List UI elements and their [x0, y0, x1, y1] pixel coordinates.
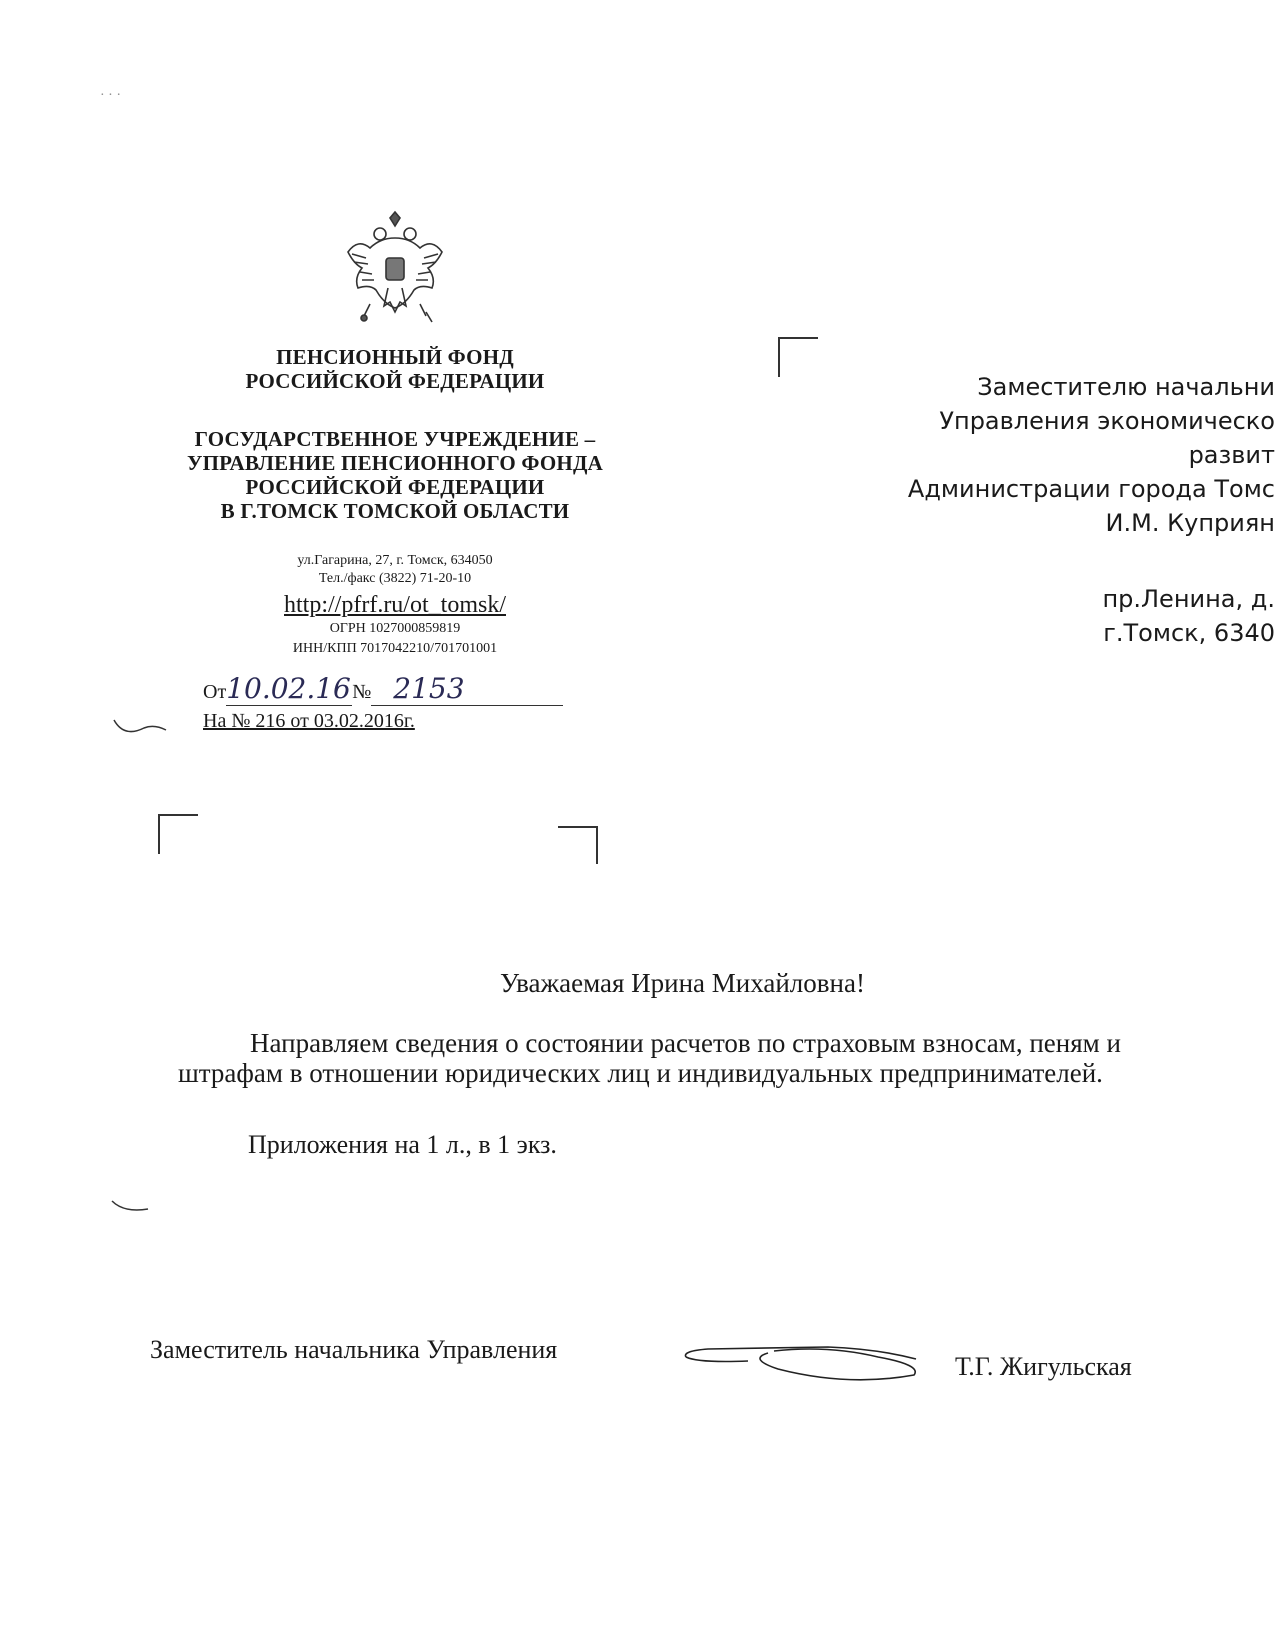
fund-name-line: ПЕНСИОННЫЙ ФОНД	[276, 345, 514, 369]
outgoing-registration	[203, 672, 563, 706]
org-inn-kpp: ИНН/КПП 7017042210/701701001	[292, 641, 498, 656]
org-website-link[interactable]: http://pfrf.ru/ot_tomsk/	[284, 592, 506, 618]
outgoing-number-field	[371, 672, 563, 706]
institution-name-line: В Г.ТОМСК ТОМСКОЙ ОБЛАСТИ	[220, 499, 570, 523]
outgoing-number: 2153	[393, 672, 465, 705]
signer-name: Т.Г. Жигульская	[955, 1352, 1132, 1381]
russian-coat-of-arms-icon	[340, 208, 450, 328]
scan-artifact: · · ·	[100, 88, 121, 103]
org-address: ул.Гагарина, 27, г. Томск, 634050	[297, 553, 493, 568]
margin-scribble	[110, 710, 170, 740]
body-paragraph-line: Направляем сведения о состоянии расчетов по страховым взносам, пеням и	[250, 1028, 1121, 1058]
recipient-line: Управления экономическо	[939, 407, 1275, 435]
recipient-line: развит	[1188, 441, 1275, 469]
institution-name-line: РОССИЙСКОЙ ФЕДЕРАЦИИ	[245, 475, 545, 499]
reply-to-reference: На № 216 от 03.02.2016г.	[203, 710, 415, 732]
handwritten-signature	[678, 1335, 928, 1395]
institution-name-line: ГОСУДАРСТВЕННОЕ УЧРЕЖДЕНИЕ –	[194, 427, 596, 451]
body-paragraph-line: штрафам в отношении юридических лиц и индивидуальных предпринимателей.	[178, 1058, 1103, 1088]
recipient-block	[795, 370, 1275, 540]
recipient-address	[795, 582, 1275, 650]
margin-scribble	[108, 1195, 158, 1219]
corner-mark	[558, 826, 598, 864]
recipient-address-line: г.Томск, 6340	[1103, 619, 1275, 647]
fund-name	[170, 345, 620, 393]
number-label: №	[352, 681, 372, 703]
corner-mark	[158, 814, 198, 854]
recipient-line: Администрации города Томс	[907, 475, 1275, 503]
fund-name-line: РОССИЙСКОЙ ФЕДЕРАЦИИ	[245, 369, 545, 393]
recipient-line: И.М. Куприян	[1105, 509, 1275, 537]
salutation: Уважаемая Ирина Михайловна!	[500, 968, 865, 998]
from-label: От	[203, 681, 227, 703]
recipient-address-line: пр.Ленина, д.	[1102, 585, 1275, 613]
outgoing-date: 10.02.16	[226, 672, 351, 705]
org-phone: Тел./факс (3822) 71-20-10	[318, 571, 472, 586]
institution-name-line: УПРАВЛЕНИЕ ПЕНСИОННОГО ФОНДА	[187, 451, 603, 475]
institution-name	[170, 427, 620, 523]
signer-title: Заместитель начальника Управления	[150, 1335, 558, 1364]
org-ogrn: ОГРН 1027000859819	[329, 621, 461, 636]
recipient-line: Заместителю начальни	[977, 373, 1275, 401]
outgoing-date-field	[226, 672, 352, 706]
attachments-note: Приложения на 1 л., в 1 экз.	[248, 1130, 557, 1159]
